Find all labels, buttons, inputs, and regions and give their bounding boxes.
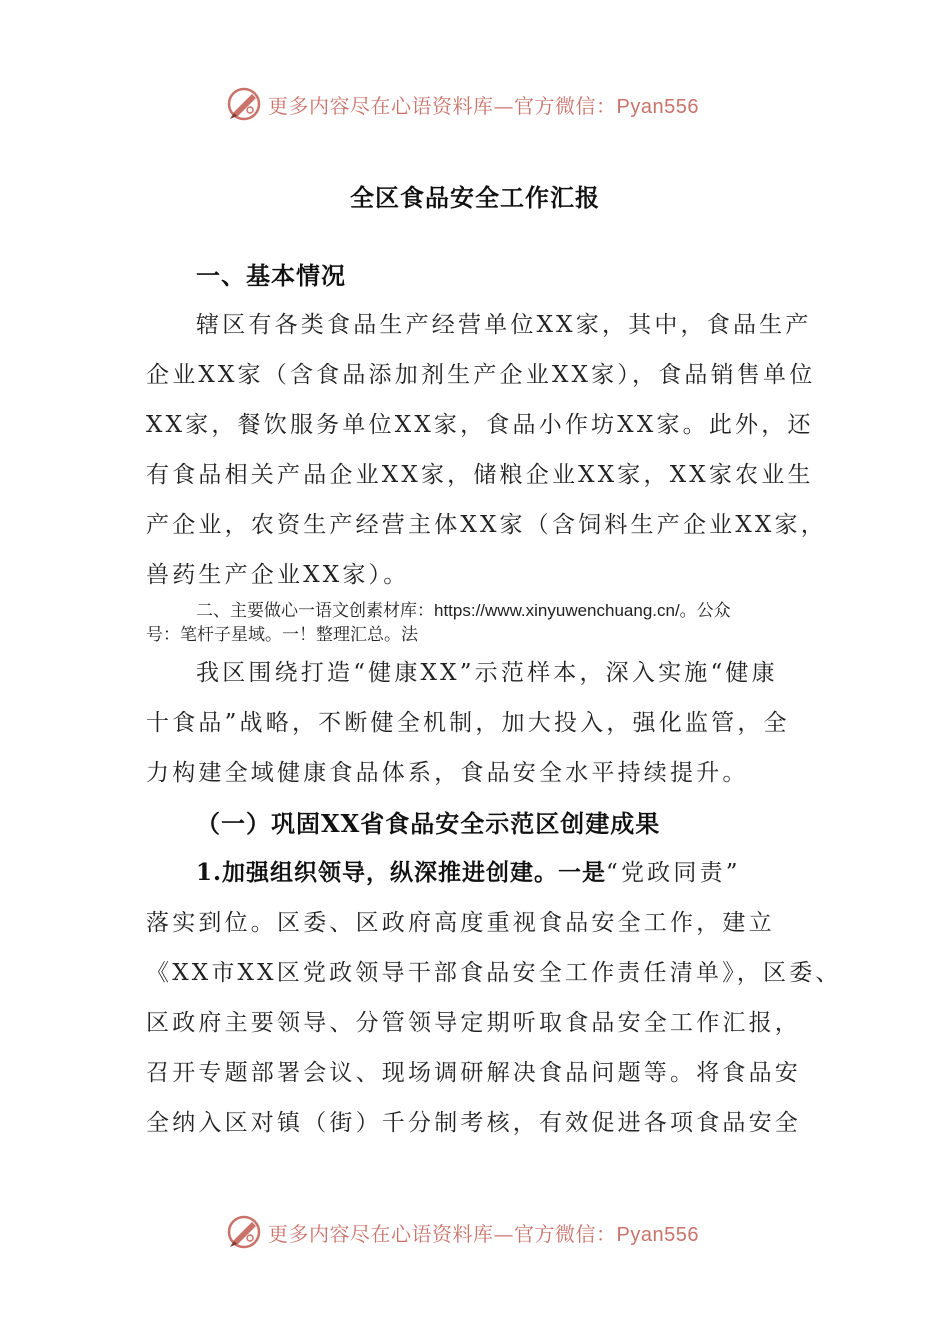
watermark-line: 二、主要做心一语文创素材库：https://www.xinyuwenchuang.cn/。公众 — [196, 601, 731, 620]
paragraph-line: 《XX市XX区党政领导干部食品安全工作责任清单》，区委、 — [146, 960, 842, 986]
banner-wechat: Pyan556 — [616, 95, 699, 118]
paragraph-line: 有食品相关产品企业XX家，储粮企业XX家，XX家农业生 — [146, 462, 814, 488]
paragraph-line: 召开专题部署会议、现场调研解决食品问题等。将食品安 — [146, 1060, 801, 1086]
banner-text: 更多内容尽在心语资料库—官方微信：Pyan556 — [268, 93, 699, 118]
pen-logo-icon — [226, 1214, 262, 1250]
paragraph-line: XX家，餐饮服务单位XX家，食品小作坊XX家。此外，还 — [146, 412, 814, 438]
section-heading-basic: 一、基本情况 — [196, 261, 346, 290]
paragraph-line: 力构建全域健康食品体系，食品安全水平持续提升。 — [146, 760, 749, 786]
paragraph-line: 产企业，农资生产经营主体XX家（含饲料生产企业XX家， — [146, 512, 827, 538]
paragraph-line: 十食品”战略，不断健全机制，加大投入，强化监管，全 — [146, 710, 790, 736]
paragraph-line: 区政府主要领导、分管领导定期听取食品安全工作汇报， — [146, 1010, 801, 1036]
header-banner — [226, 84, 746, 124]
banner-text: 更多内容尽在心语资料库—官方微信：Pyan556 — [268, 1221, 699, 1246]
paragraph-line: 辖区有各类食品生产经营单位XX家，其中，食品生产 — [196, 312, 812, 338]
pen-logo-icon — [226, 86, 262, 122]
item-lead-rest: “党政同责” — [606, 860, 741, 886]
footer-banner — [226, 1212, 746, 1252]
item-lead-bold: 1.加强组织领导，纵深推进创建。一是 — [196, 859, 607, 886]
subsection-heading: （一）巩固XX省食品安全示范区创建成果 — [196, 809, 661, 838]
item-lead-line — [196, 854, 741, 887]
watermark-line: 号：笔杆子星域。一！整理汇总。法 — [146, 625, 418, 644]
document-title: 全区食品安全工作汇报 — [350, 183, 600, 212]
paragraph-line: 企业XX家（含食品添加剂生产企业XX家），食品销售单位 — [146, 362, 816, 388]
paragraph-line: 兽药生产企业XX家）。 — [146, 562, 410, 588]
paragraph-line: 我区围绕打造“健康XX”示范样本，深入实施“健康 — [196, 660, 778, 686]
paragraph-line: 全纳入区对镇（街）千分制考核，有效促进各项食品安全 — [146, 1110, 801, 1136]
banner-wechat: Pyan556 — [616, 1223, 699, 1246]
paragraph-line: 落实到位。区委、区政府高度重视食品安全工作，建立 — [146, 910, 775, 936]
